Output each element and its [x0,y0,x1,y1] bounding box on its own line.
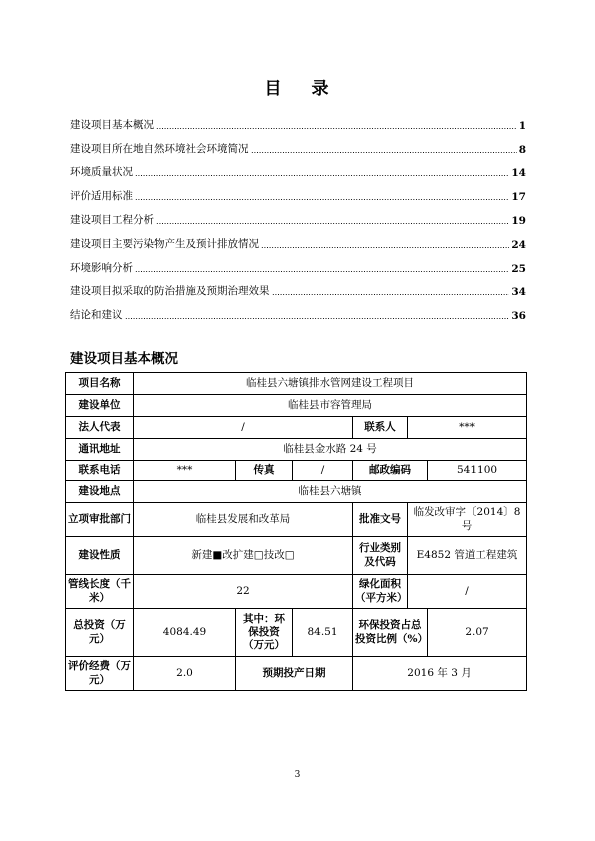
title-char-1: 目 [264,79,284,99]
table-row [66,503,527,537]
site-value: 临桂县六塘镇 [134,481,527,503]
approval-dept-label: 立项审批部门 [66,503,134,537]
toc-entry[interactable] [70,179,526,203]
start-date-value: 2016 年 3 月 [353,657,527,691]
toc-leader [261,240,509,249]
section-heading: 建设项目基本概况 [70,351,178,367]
nature-label: 建设性质 [66,537,134,575]
toc-entry[interactable] [70,132,526,156]
toc-label: 建设项目基本概况 [70,118,154,131]
toc-leader [156,216,509,225]
unit-label: 建设单位 [66,395,134,417]
legal-rep-value: / [134,417,353,439]
toc-page: 17 [511,191,526,204]
toc-entry[interactable] [70,227,526,251]
table-row [66,575,527,609]
approval-dept-value: 临桂县发展和改革局 [134,503,353,537]
page-title [0,74,595,99]
toc-page: 24 [511,238,526,251]
toc-entry[interactable] [70,108,526,132]
table-row [66,439,527,461]
env-investment-value: 84.51 [293,609,353,657]
unit-value: 临桂县市容管理局 [134,395,527,417]
nature-value: 新建■改扩建□技改□ [134,537,353,575]
phone-value: *** [134,461,236,481]
table-row [66,395,527,417]
fax-label: 传真 [236,461,293,481]
toc-page: 8 [518,143,526,156]
toc-label: 建设项目所在地自然环境社会环境简况 [70,142,249,155]
toc-leader [125,311,510,320]
toc-leader [135,264,509,273]
toc-label: 环境质量状况 [70,166,133,179]
pipe-length-label: 管线长度（千米） [66,575,134,609]
toc-entry[interactable] [70,275,526,299]
toc-page: 14 [511,167,526,180]
toc-leader [156,121,517,130]
eval-fee-label: 评价经费（万元） [66,657,134,691]
toc-entry[interactable] [70,251,526,275]
toc-leader [135,168,509,177]
toc-page: 34 [511,286,526,299]
project-name-label: 项目名称 [66,373,134,395]
green-area-value: / [408,575,527,609]
title-char-2: 录 [311,79,331,99]
toc-page: 25 [511,262,526,275]
table-row [66,537,527,575]
toc-page: 36 [511,310,526,323]
env-ratio-value: 2.07 [428,609,527,657]
legal-rep-label: 法人代表 [66,417,134,439]
pipe-length-value: 22 [134,575,353,609]
industry-value: E4852 管道工程建筑 [408,537,527,575]
approval-no-value: 临发改审字〔2014〕8 号 [408,503,527,537]
green-area-label: 绿化面积（平方米） [353,575,408,609]
postcode-label: 邮政编码 [353,461,428,481]
toc-leader [135,192,509,201]
toc-label: 结论和建议 [70,309,123,322]
toc-label: 环境影响分析 [70,261,133,274]
page-number: 3 [294,770,301,780]
table-row [66,461,527,481]
table-row [66,373,527,395]
toc-entry[interactable] [70,156,526,180]
site-label: 建设地点 [66,481,134,503]
table-of-contents [70,108,526,322]
address-label: 通讯地址 [66,439,134,461]
toc-label: 建设项目主要污染物产生及预计排放情况 [70,237,259,250]
total-investment-value: 4084.49 [134,609,236,657]
table-row [66,609,527,657]
toc-entry[interactable] [70,298,526,322]
contact-value: *** [408,417,527,439]
start-date-label: 预期投产日期 [236,657,353,691]
table-row [66,481,527,503]
toc-label: 评价适用标准 [70,190,133,203]
toc-leader [251,145,517,154]
toc-leader [272,287,510,296]
address-value: 临桂县金水路 24 号 [134,439,527,461]
fax-value: / [293,461,353,481]
toc-label: 建设项目工程分析 [70,213,154,226]
postcode-value: 541100 [428,461,527,481]
project-info-table [65,372,527,691]
toc-page: 19 [511,214,526,227]
toc-entry[interactable] [70,203,526,227]
env-investment-label: 其中：环保投资（万元） [236,609,293,657]
total-investment-label: 总投资（万元） [66,609,134,657]
approval-no-label: 批准文号 [353,503,408,537]
toc-page: 1 [518,119,526,132]
eval-fee-value: 2.0 [134,657,236,691]
industry-label: 行业类别及代码 [353,537,408,575]
toc-label: 建设项目拟采取的防治措施及预期治理效果 [70,285,270,298]
table-row [66,657,527,691]
phone-label: 联系电话 [66,461,134,481]
contact-label: 联系人 [353,417,408,439]
table-row [66,417,527,439]
env-ratio-label: 环保投资占总投资比例（%） [353,609,428,657]
project-name-value: 临桂县六塘镇排水管网建设工程项目 [134,373,527,395]
